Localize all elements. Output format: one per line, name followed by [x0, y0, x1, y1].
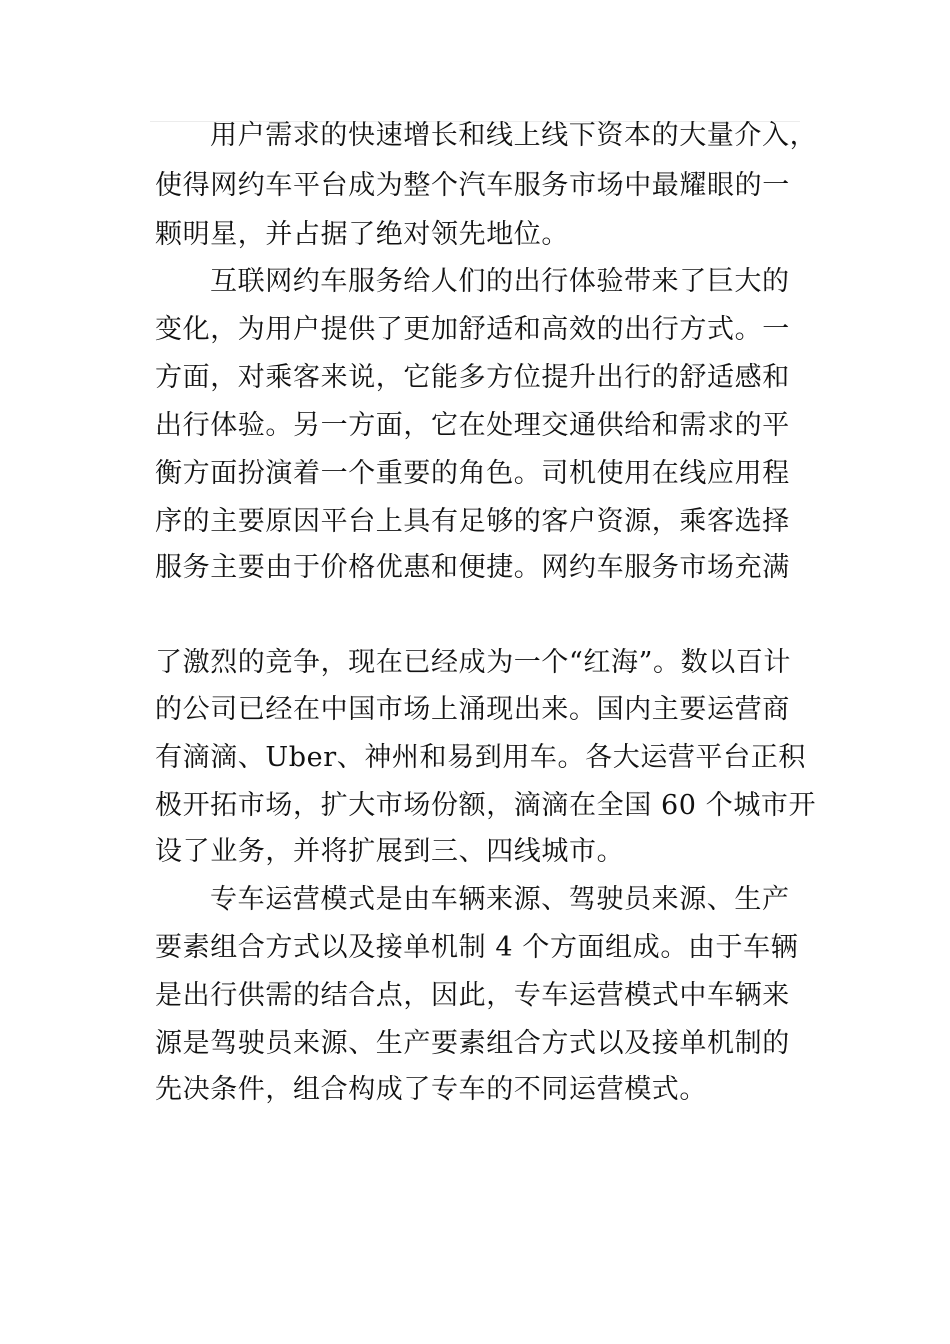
text-line-15: 设了业务，并将扩展到三、四线城市。 [155, 836, 625, 867]
text-line-12: 的公司已经在中国市场上涌现出来。国内主要运营商 [155, 694, 790, 725]
text-line-2: 使得网约车平台成为整个汽车服务市场中最耀眼的一 [155, 170, 790, 201]
text-line-10: 服务主要由于价格优惠和便捷。网约车服务市场充满 [155, 552, 790, 583]
text-line-3: 颗明星，并占据了绝对领先地位。 [155, 219, 569, 250]
text-line-19: 源是驾驶员来源、生产要素组合方式以及接单机制的 [155, 1028, 790, 1059]
text-line-13: 有滴滴、Uber、神州和易到用车。各大运营平台正积 [155, 742, 806, 773]
text-line-18: 是出行供需的结合点，因此，专车运营模式中车辆来 [155, 980, 790, 1011]
text-line-5: 变化，为用户提供了更加舒适和高效的出行方式。一 [155, 314, 790, 345]
text-line-11: 了激烈的竞争，现在已经成为一个“红海”。数以百计 [155, 647, 792, 678]
text-line-7: 出行体验。另一方面，它在处理交通供给和需求的平 [155, 410, 790, 441]
text-line-6: 方面，对乘客来说，它能多方位提升出行的舒适感和 [155, 362, 790, 393]
text-line-4: 互联网约车服务给人们的出行体验带来了巨大的 [210, 266, 790, 297]
text-line-9: 序的主要原因平台上具有足够的客户资源，乘客选择 [155, 506, 790, 537]
text-line-14: 极开拓市场，扩大市场份额，滴滴在全国 60 个城市开 [155, 790, 817, 821]
text-line-8: 衡方面扮演着一个重要的角色。司机使用在线应用程 [155, 458, 790, 489]
text-line-17: 要素组合方式以及接单机制 4 个方面组成。由于车辆 [155, 932, 799, 963]
text-line-20: 先决条件，组合构成了专车的不同运营模式。 [155, 1074, 707, 1105]
text-line-1: 用户需求的快速增长和线上线下资本的大量介入， [210, 120, 818, 151]
text-line-16: 专车运营模式是由车辆来源、驾驶员来源、生产 [210, 884, 790, 915]
